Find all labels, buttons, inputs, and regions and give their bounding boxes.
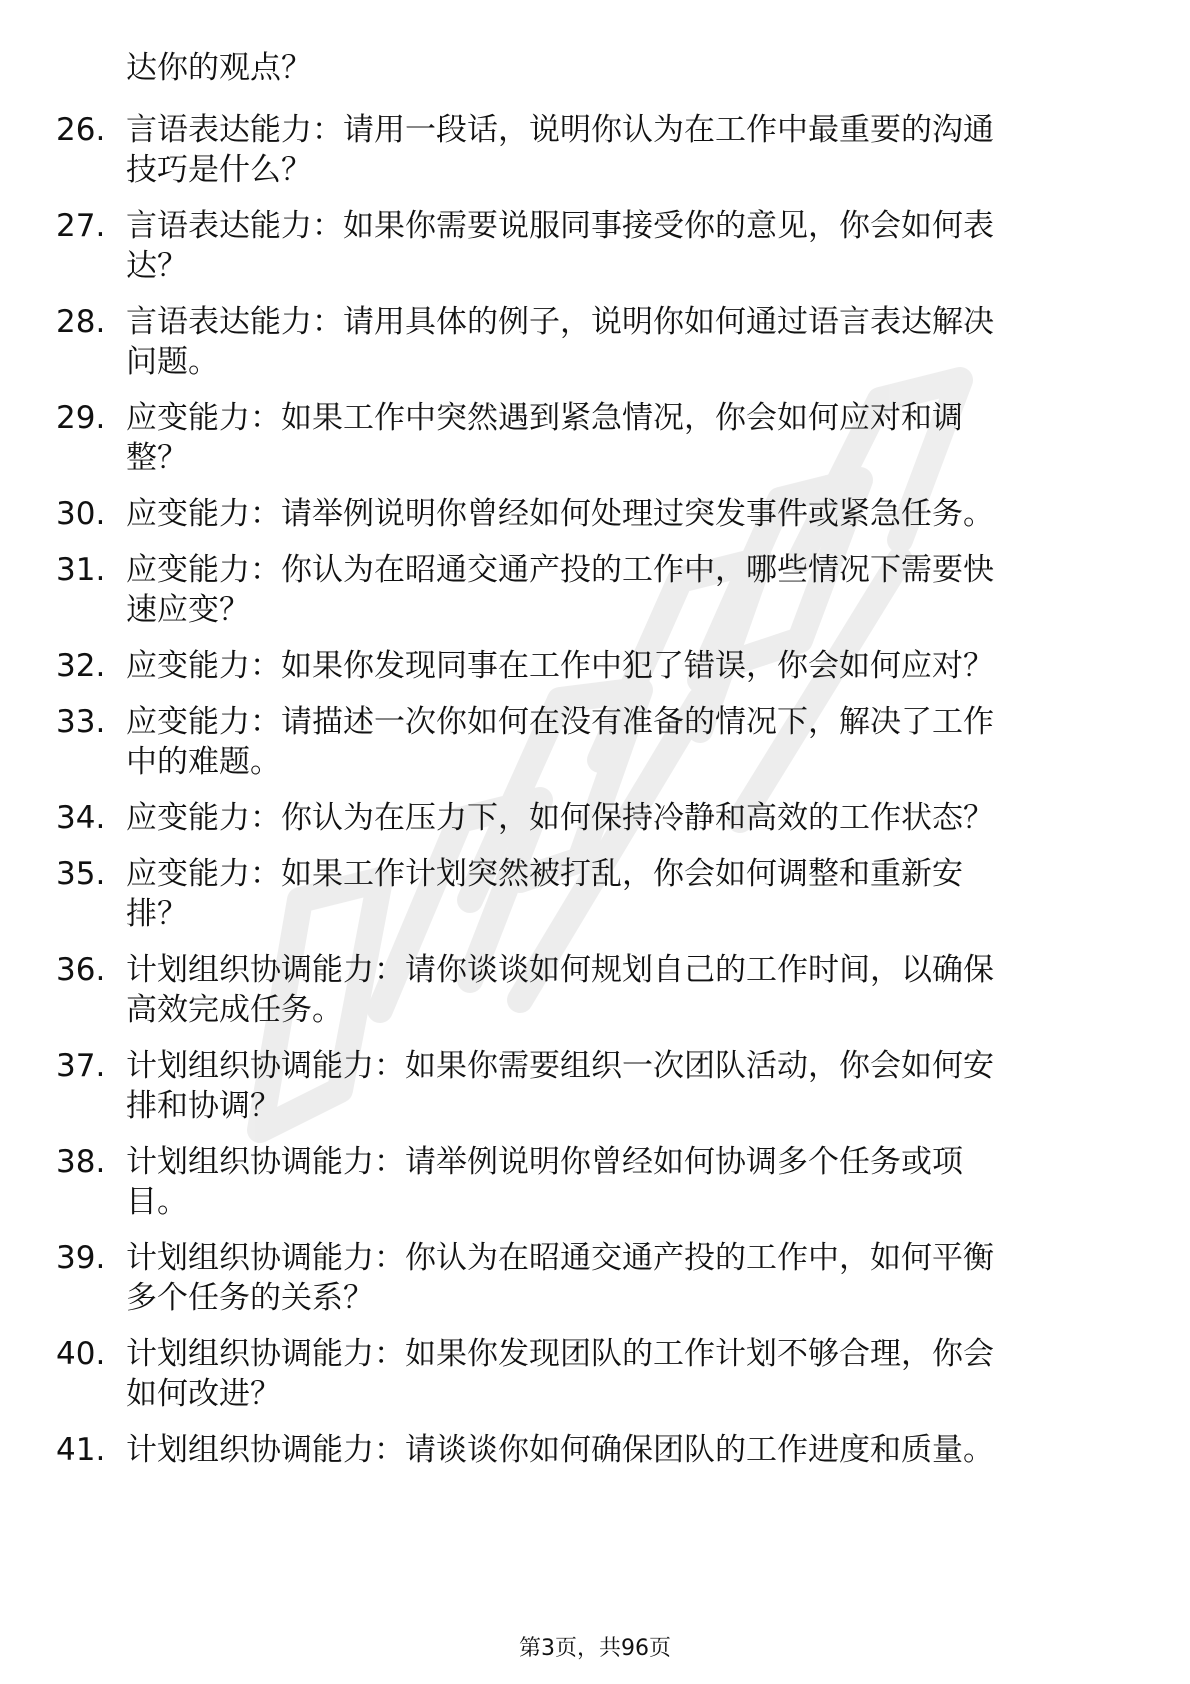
question-number: 30. <box>56 496 106 532</box>
question-line: 排和协调？ <box>126 1088 281 1124</box>
page-footer: 第3页，共96页 <box>519 1636 671 1661</box>
question-line: 达？ <box>126 248 188 284</box>
question-line: 计划组织协调能力：如果你需要组织一次团队活动，你会如何安 <box>126 1048 994 1084</box>
question-number: 26. <box>56 112 106 148</box>
question-line: 应变能力：如果工作中突然遇到紧急情况，你会如何应对和调 <box>126 400 963 436</box>
question-text <box>126 398 1126 478</box>
question-number: 31. <box>56 552 106 588</box>
question-number: 35. <box>56 856 106 892</box>
question-line: 目。 <box>126 1184 188 1220</box>
continuation-text: 达你的观点？ <box>126 50 312 86</box>
question-line: 言语表达能力：如果你需要说服同事接受你的意见，你会如何表 <box>126 208 994 244</box>
question-line: 应变能力：你认为在昭通交通产投的工作中，哪些情况下需要快 <box>126 552 994 588</box>
question-number: 29. <box>56 400 106 436</box>
question-line: 速应变？ <box>126 592 250 628</box>
question-number: 32. <box>56 648 106 684</box>
question-text <box>126 950 1126 1030</box>
question-line: 计划组织协调能力：如果你发现团队的工作计划不够合理，你会 <box>126 1336 994 1372</box>
question-text <box>126 1142 1126 1222</box>
question-number: 41. <box>56 1432 106 1468</box>
question-text <box>126 646 1126 686</box>
question-text <box>126 206 1126 286</box>
question-text <box>126 1238 1126 1318</box>
question-line: 言语表达能力：请用一段话，说明你认为在工作中最重要的沟通 <box>126 112 994 148</box>
question-line: 排？ <box>126 896 188 932</box>
question-line: 应变能力：你认为在压力下，如何保持冷静和高效的工作状态？ <box>126 800 994 836</box>
question-line: 技巧是什么？ <box>126 152 312 188</box>
question-number: 37. <box>56 1048 106 1084</box>
question-text <box>126 1430 1126 1470</box>
question-text <box>126 110 1126 190</box>
question-line: 计划组织协调能力：请举例说明你曾经如何协调多个任务或项 <box>126 1144 963 1180</box>
question-number: 39. <box>56 1240 106 1276</box>
question-number: 27. <box>56 208 106 244</box>
question-line: 如何改进？ <box>126 1376 281 1412</box>
question-text <box>126 1046 1126 1126</box>
question-line: 应变能力：如果你发现同事在工作中犯了错误，你会如何应对？ <box>126 648 994 684</box>
question-number: 34. <box>56 800 106 836</box>
question-number: 33. <box>56 704 106 740</box>
question-number: 28. <box>56 304 106 340</box>
question-number: 38. <box>56 1144 106 1180</box>
question-line: 中的难题。 <box>126 744 281 780</box>
question-text <box>126 854 1126 934</box>
question-line: 计划组织协调能力：你认为在昭通交通产投的工作中，如何平衡 <box>126 1240 994 1276</box>
question-number: 36. <box>56 952 106 988</box>
question-line: 整？ <box>126 440 188 476</box>
question-text <box>126 1334 1126 1414</box>
question-number: 40. <box>56 1336 106 1372</box>
question-line: 计划组织协调能力：请你谈谈如何规划自己的工作时间，以确保 <box>126 952 994 988</box>
question-line: 多个任务的关系？ <box>126 1280 374 1316</box>
question-text <box>126 550 1126 630</box>
question-line: 应变能力：如果工作计划突然被打乱，你会如何调整和重新安 <box>126 856 963 892</box>
question-text <box>126 494 1126 534</box>
question-text <box>126 702 1126 782</box>
question-line: 计划组织协调能力：请谈谈你如何确保团队的工作进度和质量。 <box>126 1432 994 1468</box>
question-line: 高效完成任务。 <box>126 992 343 1028</box>
question-text <box>126 302 1126 382</box>
question-line: 应变能力：请举例说明你曾经如何处理过突发事件或紧急任务。 <box>126 496 994 532</box>
question-line: 问题。 <box>126 344 219 380</box>
question-line: 言语表达能力：请用具体的例子，说明你如何通过语言表达解决 <box>126 304 994 340</box>
question-line: 应变能力：请描述一次你如何在没有准备的情况下，解决了工作 <box>126 704 994 740</box>
question-text <box>126 798 1126 838</box>
